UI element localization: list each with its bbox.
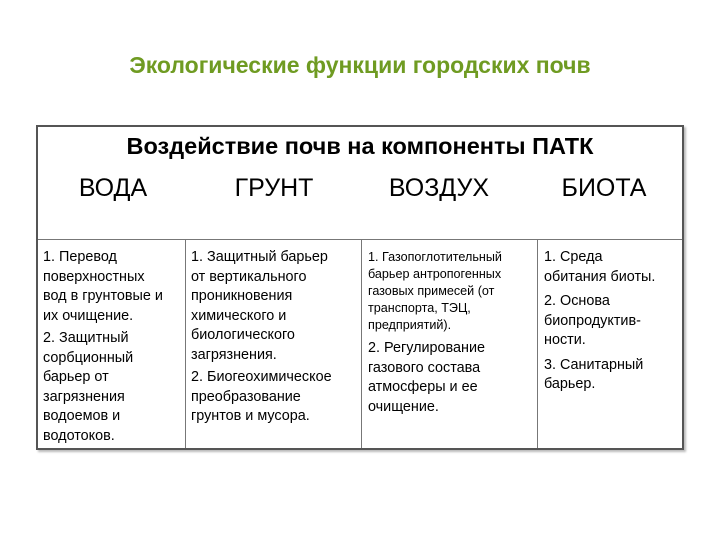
column-heading-soil: ГРУНТ <box>234 174 314 202</box>
column-water <box>38 239 186 448</box>
air-item-1: 1. Газопоглотительный барьер антропогенных газовых примесей (от транспорта, ТЭЦ, предприятий). <box>368 250 502 332</box>
column-biota <box>538 239 682 448</box>
soil-item-1: 1. Защитный барьер от вертикального проникновения химического и биологического загрязнения. <box>191 249 328 363</box>
biota-item-2: 2. Основа биопродуктив- ности. <box>544 293 641 348</box>
soil-item-2: 2. Биогеохимическое преобразование грунтов и мусора. <box>191 369 332 424</box>
functions-table <box>36 125 684 450</box>
biota-item-1: 1. Среда обитания биоты. <box>544 249 656 285</box>
column-air <box>362 239 538 448</box>
column-heading-biota: БИОТА <box>561 174 647 202</box>
table-body <box>38 239 682 448</box>
air-item-2: 2. Регулирование газового состава атмосферы и ее очищение. <box>368 340 486 415</box>
water-item-1: 1. Перевод поверхностных вод в грунтовые и их очищение. <box>43 249 163 324</box>
table-header-title: Воздействие почв на компоненты ПАТК <box>126 133 594 159</box>
water-item-2: 2. Защитный сорбционный барьер от загрязнения водоемов и водотоков. <box>43 330 134 444</box>
column-heading-air: ВОЗДУХ <box>388 174 490 202</box>
column-heading-water: ВОДА <box>78 174 148 202</box>
page-title: Экологические функции городских почв <box>129 52 591 78</box>
column-soil <box>186 239 362 448</box>
table-header <box>38 127 682 240</box>
biota-item-3: 3. Санитарный барьер. <box>544 356 644 392</box>
